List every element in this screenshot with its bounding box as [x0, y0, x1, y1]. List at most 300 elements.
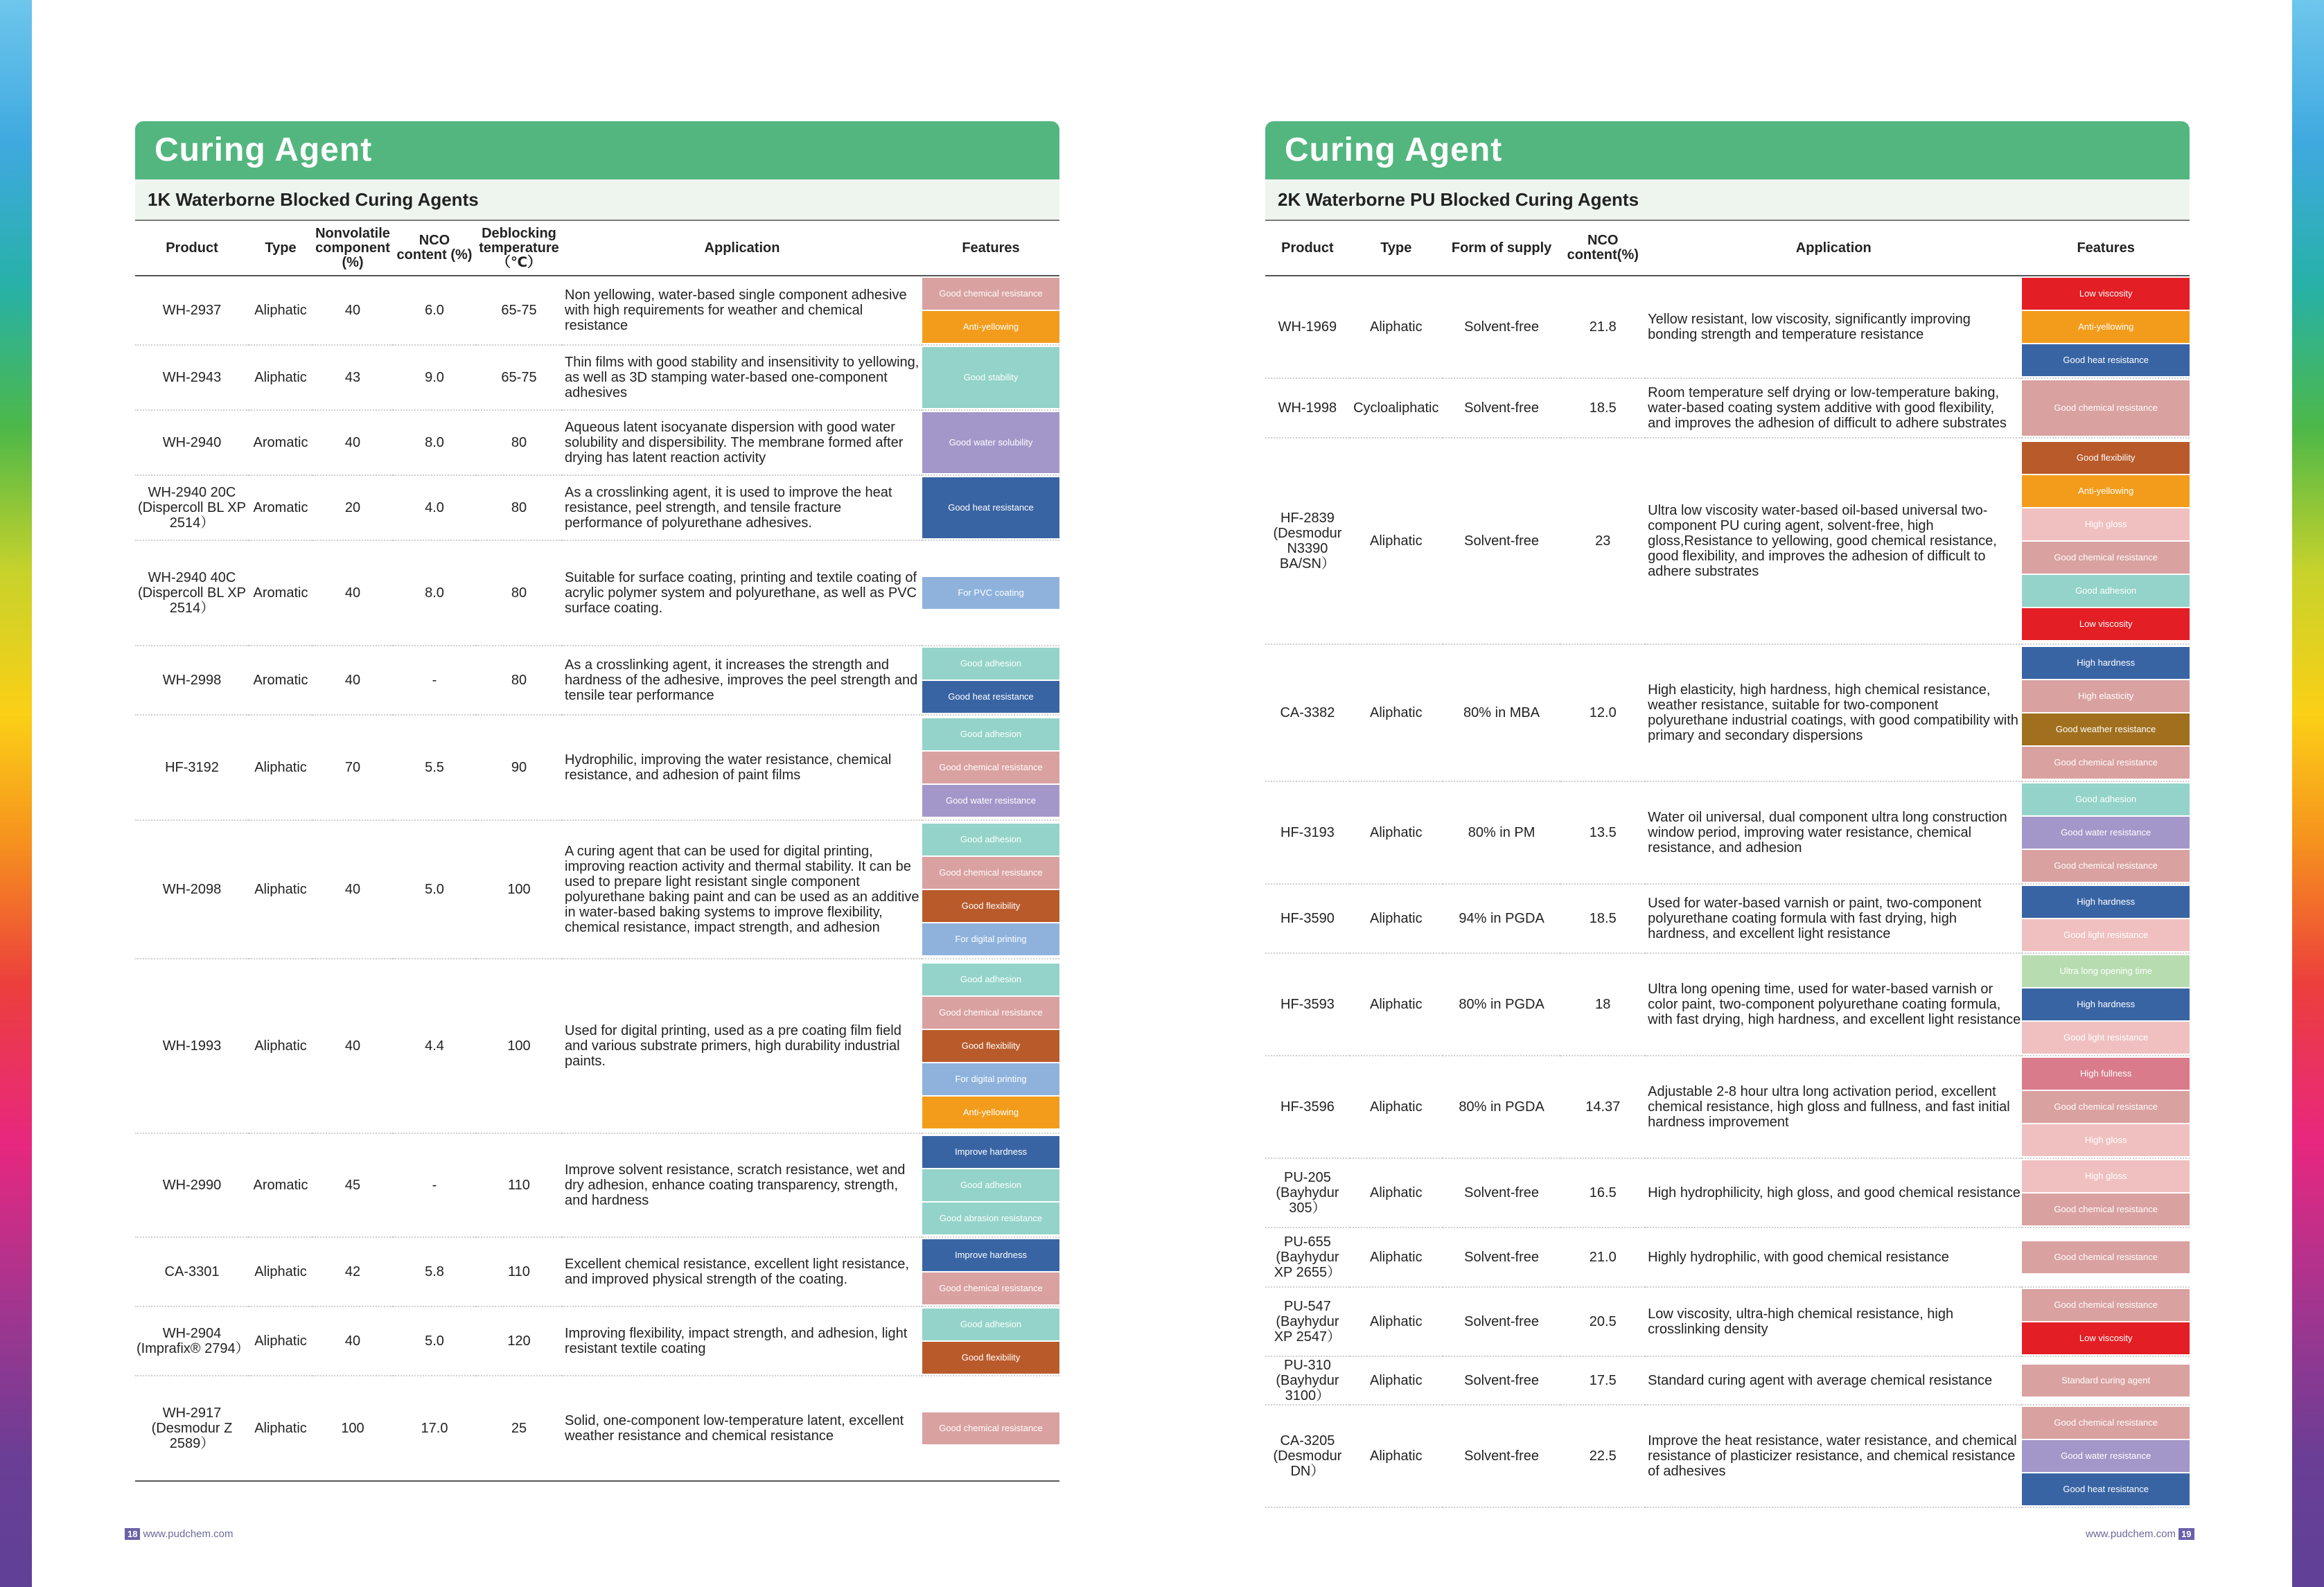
cell-product: HF-3596	[1265, 1056, 1350, 1158]
table-row	[135, 1376, 1059, 1481]
cell-form-of-supply: Solvent-free	[1443, 378, 1561, 438]
cell-product: WH-2940 40C (Dispercoll BL XP 2514）	[135, 540, 249, 646]
cell-application: Used for water-based varnish or paint, two-component polyurethane coating formula with fast drying, high hardness, and excellent light resistance	[1645, 884, 2022, 953]
cell-form-of-supply: Solvent-free	[1443, 1405, 1561, 1507]
cell-application: Excellent chemical resistance, excellent light resistance, and improved physical strength of the coating.	[562, 1237, 922, 1306]
products-table-2k	[1265, 221, 2190, 1508]
cell-deblocking: 110	[476, 1133, 562, 1237]
feature-label: Good water resistance	[2061, 1451, 2151, 1461]
cell-application: Non yellowing, water-based single component adhesive with high requirements for weather and chemical resistance	[562, 276, 922, 345]
feature-label: Good chemical resistance	[2054, 552, 2158, 562]
feature-label: Anti-yellowing	[962, 321, 1019, 332]
col-header-application: Application	[1645, 221, 2022, 276]
feature-label: Good adhesion	[960, 834, 1022, 844]
feature-badge	[2022, 1091, 2190, 1123]
cell-form-of-supply: 80% in MBA	[1443, 644, 1561, 781]
feature-badge	[2022, 988, 2190, 1020]
cell-type: Aliphatic	[249, 820, 312, 959]
cell-features	[2022, 276, 2190, 378]
table-header-row	[135, 221, 1059, 276]
cell-application: Standard curing agent with average chemical resistance	[1645, 1356, 2022, 1405]
cell-type: Aliphatic	[1350, 953, 1443, 1056]
section-title: Curing Agent	[1265, 121, 2190, 179]
cell-type: Aliphatic	[1350, 1287, 1443, 1356]
cell-product: HF-3593	[1265, 953, 1350, 1056]
cell-type: Aromatic	[249, 646, 312, 715]
cell-type: Aliphatic	[249, 345, 312, 410]
cell-application: Suitable for surface coating, printing and textile coating of acrylic polymer system and polyurethane, as well as PVC surface coating.	[562, 540, 922, 646]
cell-product: PU-310 (Bayhydur 3100）	[1265, 1356, 1350, 1405]
feature-badge	[922, 1169, 1059, 1201]
cell-features	[922, 1306, 1059, 1376]
cell-form-of-supply: 80% in PGDA	[1443, 1056, 1561, 1158]
cell-type: Aromatic	[249, 540, 312, 646]
feature-badge	[2022, 919, 2190, 951]
col-header-nonvolatile: Nonvolatile component (%)	[312, 221, 393, 276]
cell-application: As a crosslinking agent, it is used to improve the heat resistance, peel strength, and tensile fracture performance of polyurethane adhesives.	[562, 475, 922, 540]
feature-badge	[2022, 311, 2190, 343]
cell-features	[2022, 1227, 2190, 1287]
feature-label: Good adhesion	[2075, 585, 2137, 596]
feature-label: Good chemical resistance	[2054, 1101, 2158, 1112]
feature-badge	[2022, 475, 2190, 507]
feature-label: Good stability	[963, 372, 1019, 382]
cell-type: Aromatic	[249, 475, 312, 540]
feature-badge	[2022, 1322, 2190, 1354]
feature-badge	[2022, 1473, 2190, 1505]
section-title: Curing Agent	[135, 121, 1059, 179]
feature-label: Good adhesion	[960, 1180, 1022, 1190]
feature-label: Good flexibility	[961, 901, 1021, 911]
col-header-product: Product	[1265, 221, 1350, 276]
feature-label: Good water resistance	[945, 795, 1037, 806]
cell-form-of-supply: Solvent-free	[1443, 1227, 1561, 1287]
feature-label: Standard curing agent	[2061, 1375, 2151, 1385]
feature-label: Good flexibility	[2076, 452, 2136, 463]
feature-badge	[2022, 955, 2190, 987]
col-header-nco: NCO content (%)	[393, 221, 476, 276]
cell-features	[2022, 1405, 2190, 1507]
cell-nco: 13.5	[1560, 781, 1645, 884]
feature-label: Good adhesion	[960, 1319, 1022, 1329]
cell-deblocking: 65-75	[476, 345, 562, 410]
cell-product: WH-1993	[135, 959, 249, 1133]
cell-application: Room temperature self drying or low-temperature baking, water-based coating system additive with good flexibility, and improves the adhesion of difficult to adhere substrates	[1645, 378, 2022, 438]
cell-deblocking: 90	[476, 715, 562, 820]
feature-label: Good heat resistance	[2063, 1484, 2149, 1494]
rainbow-side-strip-right	[2292, 0, 2324, 1587]
cell-product: WH-2940 20C (Dispercoll BL XP 2514）	[135, 475, 249, 540]
cell-application: Ultra low viscosity water-based oil-based universal two-component PU curing agent, solvent-free, high gloss,Resistance to yellowing, good chemical resistance, good flexibility, and improves the adhesion of difficult to adhere substrates	[1645, 438, 2022, 644]
cell-form-of-supply: Solvent-free	[1443, 1158, 1561, 1227]
cell-type: Aliphatic	[1350, 1158, 1443, 1227]
cell-product: WH-2940	[135, 410, 249, 475]
products-table-1k	[135, 221, 1059, 1482]
cell-application: Yellow resistant, low viscosity, significantly improving bonding strength and temperature resistance	[1645, 276, 2022, 378]
cell-application: Used for digital printing, used as a pre coating film field and various substrate primers, high durability industrial paints.	[562, 959, 922, 1133]
cell-type: Aliphatic	[1350, 1056, 1443, 1158]
cell-product: CA-3205 (Desmodur DN）	[1265, 1405, 1350, 1507]
feature-label: Ultra long opening time	[2059, 966, 2153, 976]
cell-product: WH-2937	[135, 276, 249, 345]
cell-features	[922, 646, 1059, 715]
cell-product: WH-1969	[1265, 276, 1350, 378]
feature-label: Good chemical resistance	[939, 1423, 1043, 1433]
feature-badge	[2022, 1124, 2190, 1156]
cell-nco: 5.0	[393, 820, 476, 959]
feature-label: Good heat resistance	[948, 691, 1034, 702]
feature-badge	[922, 1412, 1059, 1444]
feature-label: Good water solubility	[949, 437, 1033, 447]
feature-label: Good chemical resistance	[2054, 402, 2158, 413]
cell-features	[922, 820, 1059, 959]
feature-label: Good chemical resistance	[2054, 1417, 2158, 1428]
cell-nco: -	[393, 646, 476, 715]
cell-application: Solid, one-component low-temperature latent, excellent weather resistance and chemical resistance	[562, 1376, 922, 1481]
feature-label: For PVC coating	[958, 587, 1024, 598]
cell-nco: 18.5	[1560, 378, 1645, 438]
cell-features	[922, 1133, 1059, 1237]
feature-badge	[922, 752, 1059, 783]
cell-application: Thin films with good stability and insensitivity to yellowing, as well as 3D stamping water-based one-component adhesives	[562, 345, 922, 410]
cell-product: WH-2943	[135, 345, 249, 410]
feature-badge	[922, 964, 1059, 995]
cell-product: PU-547 (Bayhydur XP 2547）	[1265, 1287, 1350, 1356]
cell-deblocking: 25	[476, 1376, 562, 1481]
feature-badge	[2022, 680, 2190, 712]
cell-nonvolatile: 40	[312, 540, 393, 646]
cell-deblocking: 80	[476, 540, 562, 646]
feature-badge	[2022, 647, 2190, 679]
table-row	[135, 410, 1059, 475]
cell-product: WH-2917 (Desmodur Z 2589）	[135, 1376, 249, 1481]
col-header-type: Type	[1350, 221, 1443, 276]
cell-features	[2022, 1056, 2190, 1158]
table-row	[135, 475, 1059, 540]
feature-label: High fullness	[2079, 1068, 2132, 1079]
feature-badge	[2022, 278, 2190, 310]
website-link[interactable]: www.pudchem.com	[143, 1528, 234, 1540]
cell-application: Improve the heat resistance, water resistance, and chemical resistance of plasticizer resistance, and chemical resistance of adhesives	[1645, 1405, 2022, 1507]
feature-label: Good adhesion	[960, 974, 1022, 984]
footer-right	[2086, 1528, 2194, 1540]
feature-label: Good abrasion resistance	[939, 1213, 1043, 1223]
cell-product: WH-1998	[1265, 378, 1350, 438]
cell-type: Cycloaliphatic	[1350, 378, 1443, 438]
table-row	[135, 715, 1059, 820]
feature-badge	[922, 412, 1059, 473]
feature-badge	[922, 1063, 1059, 1095]
feature-label: Good chemical resistance	[2054, 860, 2158, 871]
col-header-nco: NCO content(%)	[1560, 221, 1645, 276]
table-body	[135, 276, 1059, 1481]
cell-type: Aliphatic	[249, 1237, 312, 1306]
feature-badge	[2022, 1022, 2190, 1054]
feature-badge	[922, 1030, 1059, 1062]
col-header-features: Features	[922, 221, 1059, 276]
cell-nco: 18	[1560, 953, 1645, 1056]
feature-label: Good chemical resistance	[939, 1283, 1043, 1293]
table-row	[1265, 781, 2190, 884]
cell-features	[2022, 781, 2190, 884]
feature-label: Low viscosity	[2079, 619, 2133, 629]
cell-nco: 17.0	[393, 1376, 476, 1481]
cell-type: Aliphatic	[1350, 276, 1443, 378]
cell-features	[2022, 438, 2190, 644]
panel-1k-curing-agents	[135, 121, 1059, 1482]
feature-badge	[2022, 1365, 2190, 1397]
cell-features	[922, 410, 1059, 475]
cell-type: Aliphatic	[249, 1306, 312, 1376]
feature-label: Good heat resistance	[948, 502, 1034, 513]
table-row	[1265, 438, 2190, 644]
table-row	[135, 646, 1059, 715]
cell-features	[922, 1376, 1059, 1481]
cell-type: Aliphatic	[249, 1376, 312, 1481]
cell-application: Hydrophilic, improving the water resistance, chemical resistance, and adhesion of paint films	[562, 715, 922, 820]
panel-2k-curing-agents	[1265, 121, 2190, 1508]
cell-nco: 21.0	[1560, 1227, 1645, 1287]
table-row	[135, 1237, 1059, 1306]
footer-left	[125, 1528, 234, 1540]
col-header-form-of-supply: Form of supply	[1443, 221, 1561, 276]
cell-nco: 8.0	[393, 540, 476, 646]
cell-product: HF-3193	[1265, 781, 1350, 884]
page-number: 19	[2178, 1528, 2194, 1540]
feature-label: Good light resistance	[2063, 1032, 2149, 1043]
cell-application: High elasticity, high hardness, high chemical resistance, weather resistance, suitable for two-component polyurethane industrial coatings, with good compatibility with primary and secondary dispersions	[1645, 644, 2022, 781]
feature-badge	[922, 1136, 1059, 1168]
cell-type: Aliphatic	[1350, 644, 1443, 781]
cell-nonvolatile: 40	[312, 959, 393, 1133]
feature-badge	[2022, 1440, 2190, 1472]
cell-deblocking: 120	[476, 1306, 562, 1376]
cell-type: Aliphatic	[1350, 1405, 1443, 1507]
feature-label: Good chemical resistance	[2054, 1252, 2158, 1262]
cell-product: HF-2839 (Desmodur N3390 BA/SN）	[1265, 438, 1350, 644]
cell-nco: 4.0	[393, 475, 476, 540]
table-row	[135, 276, 1059, 345]
feature-badge	[922, 1239, 1059, 1271]
cell-nco: 5.8	[393, 1237, 476, 1306]
col-header-application: Application	[562, 221, 922, 276]
cell-features	[2022, 1158, 2190, 1227]
table-body	[1265, 276, 2190, 1507]
cell-nco: 8.0	[393, 410, 476, 475]
cell-nco: 5.5	[393, 715, 476, 820]
feature-label: High hardness	[2077, 657, 2136, 668]
cell-application: Adjustable 2-8 hour ultra long activation period, excellent chemical resistance, high gloss and fullness, and fast initial hardness improvement	[1645, 1056, 2022, 1158]
feature-label: Improve hardness	[954, 1146, 1028, 1157]
col-header-product: Product	[135, 221, 249, 276]
cell-nonvolatile: 100	[312, 1376, 393, 1481]
cell-nonvolatile: 40	[312, 1306, 393, 1376]
table-row	[1265, 1356, 2190, 1405]
cell-deblocking: 80	[476, 475, 562, 540]
cell-type: Aromatic	[249, 410, 312, 475]
cell-features	[2022, 378, 2190, 438]
page-number: 18	[125, 1528, 140, 1540]
feature-badge	[922, 648, 1059, 680]
cell-form-of-supply: 80% in PGDA	[1443, 953, 1561, 1056]
cell-product: PU-655 (Bayhydur XP 2655）	[1265, 1227, 1350, 1287]
cell-nonvolatile: 20	[312, 475, 393, 540]
cell-nco: 12.0	[1560, 644, 1645, 781]
table-row	[1265, 378, 2190, 438]
cell-features	[922, 276, 1059, 345]
cell-application: Aqueous latent isocyanate dispersion with good water solubility and dispersibility. The membrane formed after drying has latent reaction activity	[562, 410, 922, 475]
cell-form-of-supply: 94% in PGDA	[1443, 884, 1561, 953]
table-row	[1265, 884, 2190, 953]
feature-badge	[2022, 886, 2190, 918]
feature-label: Good water resistance	[2061, 827, 2151, 837]
feature-label: For digital printing	[955, 934, 1027, 944]
cell-deblocking: 110	[476, 1237, 562, 1306]
cell-application: Water oil universal, dual component ultra long construction window period, improving water resistance, chemical resistance, and adhesion	[1645, 781, 2022, 884]
cell-nonvolatile: 45	[312, 1133, 393, 1237]
feature-label: Good weather resistance	[2055, 724, 2156, 734]
cell-nco: 16.5	[1560, 1158, 1645, 1227]
rainbow-side-strip-left	[0, 0, 32, 1587]
feature-label: Low viscosity	[2079, 288, 2133, 299]
cell-application: As a crosslinking agent, it increases the strength and hardness of the adhesive, improves the peel strength and tensile tear performance	[562, 646, 922, 715]
feature-badge	[2022, 575, 2190, 607]
feature-badge	[922, 824, 1059, 855]
feature-label: Good flexibility	[961, 1352, 1021, 1363]
feature-label: Anti-yellowing	[2078, 486, 2134, 496]
feature-label: Good adhesion	[960, 729, 1022, 739]
website-link[interactable]: www.pudchem.com	[2086, 1528, 2176, 1540]
feature-label: Good chemical resistance	[2054, 757, 2158, 768]
table-row	[1265, 1056, 2190, 1158]
feature-label: Good chemical resistance	[2054, 1300, 2158, 1310]
cell-nco: 23	[1560, 438, 1645, 644]
feature-label: High hardness	[2077, 999, 2136, 1009]
table-row	[1265, 1405, 2190, 1507]
feature-label: Improve hardness	[954, 1250, 1028, 1260]
feature-label: Good chemical resistance	[939, 867, 1043, 878]
cell-product: HF-3590	[1265, 884, 1350, 953]
feature-badge	[2022, 542, 2190, 574]
cell-features	[922, 959, 1059, 1133]
table-row	[1265, 1287, 2190, 1356]
cell-nonvolatile: 43	[312, 345, 393, 410]
table-row	[1265, 1227, 2190, 1287]
cell-features	[922, 1237, 1059, 1306]
feature-badge	[922, 1203, 1059, 1234]
feature-label: For digital printing	[955, 1074, 1027, 1084]
cell-application: Ultra long opening time, used for water-based varnish or color paint, two-component polyurethane coating formula, with fast drying, high hardness, and excellent light resistance	[1645, 953, 2022, 1056]
cell-features	[922, 475, 1059, 540]
cell-deblocking: 100	[476, 959, 562, 1133]
cell-nco: 4.4	[393, 959, 476, 1133]
cell-deblocking: 100	[476, 820, 562, 959]
feature-label: High elasticity	[2078, 691, 2134, 701]
table-row	[1265, 276, 2190, 378]
col-header-deblocking: Deblocking temperature （℃）	[476, 221, 562, 276]
table-row	[135, 345, 1059, 410]
cell-application: Improving flexibility, impact strength, and adhesion, light resistant textile coating	[562, 1306, 922, 1376]
table-row	[135, 1306, 1059, 1376]
cell-features	[2022, 953, 2190, 1056]
cell-form-of-supply: Solvent-free	[1443, 1287, 1561, 1356]
cell-nonvolatile: 42	[312, 1237, 393, 1306]
feature-badge	[2022, 1194, 2190, 1225]
cell-product: WH-2904 (Imprafix® 2794）	[135, 1306, 249, 1376]
feature-badge	[2022, 1160, 2190, 1192]
feature-badge	[922, 718, 1059, 750]
cell-type: Aliphatic	[1350, 438, 1443, 644]
cell-form-of-supply: Solvent-free	[1443, 438, 1561, 644]
cell-nco: 14.37	[1560, 1056, 1645, 1158]
feature-badge	[2022, 817, 2190, 849]
table-row	[1265, 953, 2190, 1056]
feature-badge	[922, 477, 1059, 538]
feature-label: Good light resistance	[2063, 930, 2149, 940]
cell-product: HF-3192	[135, 715, 249, 820]
feature-badge	[2022, 850, 2190, 882]
table-header-row	[1265, 221, 2190, 276]
cell-product: CA-3382	[1265, 644, 1350, 781]
feature-label: Low viscosity	[2079, 1333, 2133, 1343]
cell-type: Aliphatic	[249, 715, 312, 820]
table-row	[1265, 1158, 2190, 1227]
cell-application: Highly hydrophilic, with good chemical resistance	[1645, 1227, 2022, 1287]
cell-features	[2022, 644, 2190, 781]
feature-badge	[922, 347, 1059, 408]
cell-nco: -	[393, 1133, 476, 1237]
cell-nco: 9.0	[393, 345, 476, 410]
cell-nco: 21.8	[1560, 276, 1645, 378]
feature-label: High gloss	[2084, 1171, 2127, 1181]
cell-features	[922, 540, 1059, 646]
section-subtitle: 2K Waterborne PU Blocked Curing Agents	[1265, 179, 2190, 221]
feature-label: High gloss	[2084, 1135, 2127, 1145]
cell-features	[2022, 1287, 2190, 1356]
cell-type: Aliphatic	[1350, 781, 1443, 884]
feature-badge	[2022, 608, 2190, 640]
cell-deblocking: 65-75	[476, 276, 562, 345]
feature-badge	[922, 890, 1059, 922]
feature-badge	[922, 785, 1059, 817]
feature-badge	[2022, 1058, 2190, 1090]
feature-label: Good adhesion	[2075, 794, 2137, 804]
cell-form-of-supply: Solvent-free	[1443, 1356, 1561, 1405]
feature-badge	[2022, 508, 2190, 540]
feature-label: High gloss	[2084, 519, 2127, 529]
cell-type: Aliphatic	[249, 276, 312, 345]
cell-nonvolatile: 70	[312, 715, 393, 820]
cell-product: PU-205 (Bayhydur 305）	[1265, 1158, 1350, 1227]
feature-badge	[2022, 442, 2190, 474]
cell-nco: 18.5	[1560, 884, 1645, 953]
cell-features	[2022, 1356, 2190, 1405]
feature-label: Good chemical resistance	[939, 288, 1043, 299]
cell-type: Aliphatic	[1350, 1356, 1443, 1405]
table-row	[135, 820, 1059, 959]
cell-nonvolatile: 40	[312, 820, 393, 959]
feature-badge	[922, 681, 1059, 713]
cell-product: WH-2098	[135, 820, 249, 959]
feature-badge	[922, 577, 1059, 609]
table-row	[135, 959, 1059, 1133]
cell-nonvolatile: 40	[312, 410, 393, 475]
cell-nco: 17.5	[1560, 1356, 1645, 1405]
feature-label: Good adhesion	[960, 658, 1022, 668]
cell-nco: 22.5	[1560, 1405, 1645, 1507]
table-row	[135, 1133, 1059, 1237]
cell-product: WH-2998	[135, 646, 249, 715]
